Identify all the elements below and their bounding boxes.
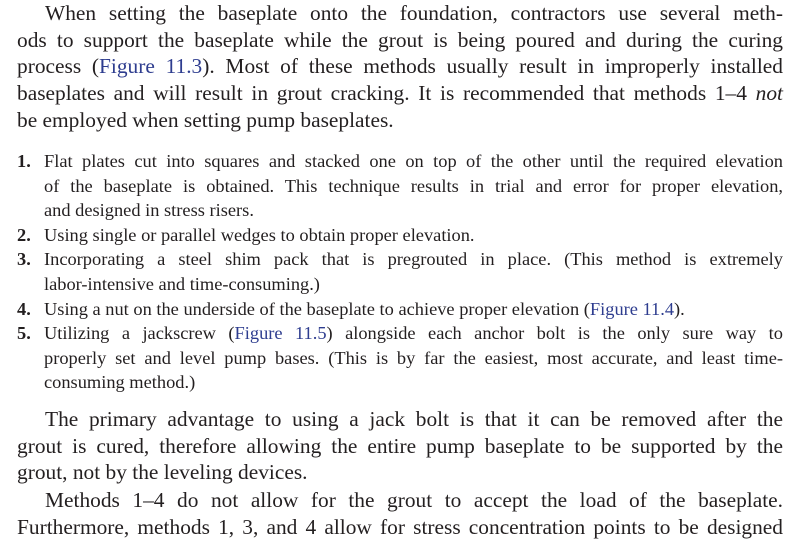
text-fragment: Using a nut on the underside of the baseplate to achieve proper elevation ( xyxy=(44,298,590,319)
text-fragment: baseplates and will result in grout cracking. It is recommended that methods 1–4 xyxy=(17,81,756,106)
figure-11-5-link[interactable]: Figure 11.5 xyxy=(234,323,327,344)
list-item xyxy=(17,297,783,322)
text-line: Using single or parallel wedges to obtain proper elevation. xyxy=(44,224,475,245)
list-item xyxy=(17,223,783,248)
list-item xyxy=(17,149,783,223)
methods-paragraph xyxy=(17,487,783,540)
text-line: consuming method.) xyxy=(44,372,196,393)
figure-11-4-link[interactable]: Figure 11.4 xyxy=(589,298,675,319)
text-fragment: process ( xyxy=(17,54,100,79)
text-line: labor-intensive and time-consuming.) xyxy=(44,273,320,294)
list-number: 2. xyxy=(17,224,31,245)
text-line xyxy=(44,297,783,322)
text-line: Incorporating a steel shim pack that is pregrouted in place. (This method is extremely xyxy=(44,249,783,270)
text-line: Furthermore, methods 1, 3, and 4 allow for stress concentration points to be designed xyxy=(17,514,783,539)
list-number: 4. xyxy=(17,298,31,319)
list-item xyxy=(17,321,783,395)
text-line: grout is cured, therefore allowing the entire pump baseplate to be supported by the xyxy=(17,433,783,458)
text-fragment: ). Most of these methods usually result in improperly installed xyxy=(202,54,783,79)
text-line: properly set and level pump bases. (This is by far the easiest, most accurate, and least time- xyxy=(44,347,783,368)
methods-list xyxy=(17,149,783,395)
text-line xyxy=(17,80,783,107)
text-line xyxy=(17,53,783,80)
text-line: Flat plates cut into squares and stacked one on top of the other until the required elevation xyxy=(44,151,783,171)
text-line: When setting the baseplate onto the foundation, contractors use several meth- xyxy=(45,1,783,25)
text-line xyxy=(44,321,783,346)
text-line: and designed in stress risers. xyxy=(44,200,254,221)
list-item xyxy=(17,247,783,296)
text-fragment: Utilizing a jackscrew ( xyxy=(44,323,235,344)
text-line: be employed when setting pump baseplates. xyxy=(17,107,394,132)
text-line: ods to support the baseplate while the grout is being poured and during the curing xyxy=(17,27,783,52)
text-line: of the baseplate is obtained. This technique results in trial and error for proper elevation, xyxy=(44,175,783,196)
text-fragment: ). xyxy=(674,298,685,319)
text-line: The primary advantage to using a jack bolt is that it can be removed after the xyxy=(45,407,783,431)
list-number: 1. xyxy=(17,151,31,171)
text-line: grout, not by the leveling devices. xyxy=(17,460,308,485)
list-number: 5. xyxy=(17,323,31,344)
advantage-paragraph xyxy=(17,406,783,486)
emphasis-not: not xyxy=(755,81,783,106)
figure-11-3-link[interactable]: Figure 11.3 xyxy=(99,54,203,79)
text-fragment: ) alongside each anchor bolt is the only sure way to xyxy=(326,323,783,344)
list-number: 3. xyxy=(17,249,31,270)
intro-paragraph xyxy=(17,0,783,134)
text-line: Methods 1–4 do not allow for the grout to accept the load of the baseplate. xyxy=(45,488,783,512)
